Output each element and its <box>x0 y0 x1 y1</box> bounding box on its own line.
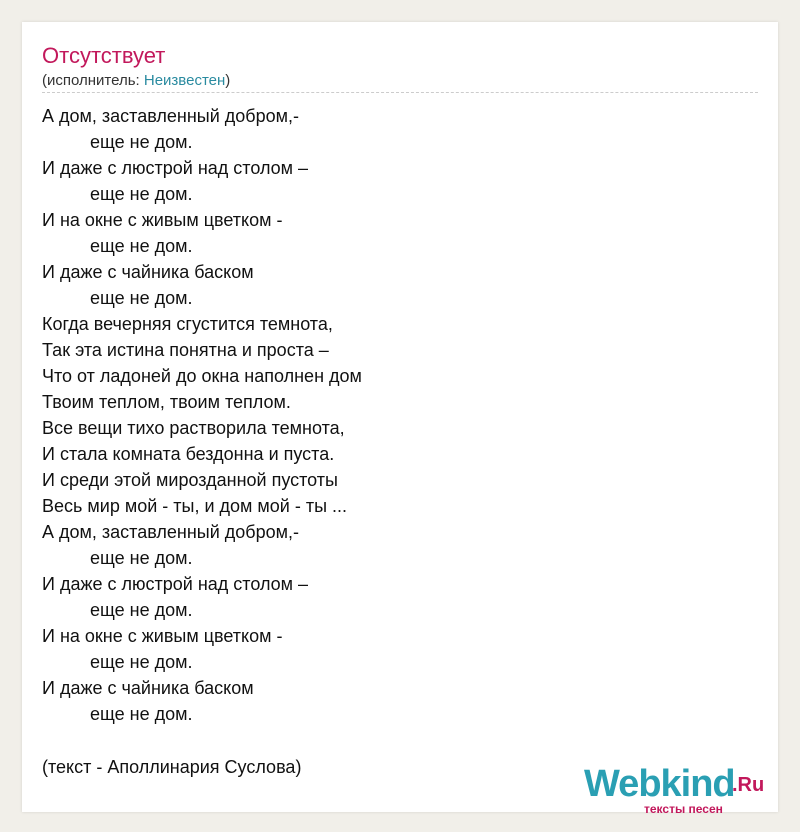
lyric-line: А дом, заставленный добром,- <box>42 106 299 126</box>
lyric-line: еще не дом. <box>90 600 193 620</box>
lyric-line: И стала комната бездонна и пуста. <box>42 444 335 464</box>
lyric-line: И даже с люстрой над столом – <box>42 574 309 594</box>
logo-brand: Webkind <box>584 763 735 805</box>
artist-link[interactable]: Неизвестен <box>143 72 226 89</box>
divider <box>42 92 758 93</box>
lyric-line: еще не дом. <box>90 652 193 672</box>
lyric-line: еще не дом. <box>90 704 193 724</box>
lyric-line: И даже с люстрой над столом – <box>42 158 309 178</box>
lyrics-card <box>22 22 778 816</box>
logo-tld: .Ru <box>732 774 765 796</box>
lyric-line: еще не дом. <box>90 548 193 568</box>
lyric-line: Все вещи тихо растворила темнота, <box>42 418 345 438</box>
lyric-line: Твоим теплом, твоим теплом. <box>42 392 291 412</box>
lyric-line: И даже с чайника баском <box>42 678 254 698</box>
lyric-line: Когда вечерняя сгустится темнота, <box>42 314 333 334</box>
artist-prefix: (исполнитель: <box>42 72 144 89</box>
logo-tagline: тексты песен <box>644 802 723 816</box>
artist-line <box>42 71 230 91</box>
lyric-line: еще не дом. <box>90 236 193 256</box>
lyric-line: еще не дом. <box>90 132 193 152</box>
lyric-line: еще не дом. <box>90 184 193 204</box>
lyrics-credit: (текст - Аполлинария Суслова) <box>42 757 302 777</box>
lyric-line: А дом, заставленный добром,- <box>42 522 299 542</box>
webkind-logo[interactable] <box>584 762 774 816</box>
lyric-line: И даже с чайника баском <box>42 262 254 282</box>
song-title: Отсутствует <box>42 43 166 68</box>
artist-suffix: ) <box>225 72 231 89</box>
lyric-line: Что от ладоней до окна наполнен дом <box>42 366 362 386</box>
lyric-line: еще не дом. <box>90 288 193 308</box>
lyric-line: Весь мир мой - ты, и дом мой - ты ... <box>42 496 348 516</box>
lyric-line: И на окне с живым цветком - <box>42 626 283 646</box>
lyric-line: Так эта истина понятна и проста – <box>42 340 329 360</box>
lyric-line: И на окне с живым цветком - <box>42 210 283 230</box>
lyrics-text <box>42 103 362 727</box>
lyric-line: И среди этой мирозданной пустоты <box>42 470 338 490</box>
